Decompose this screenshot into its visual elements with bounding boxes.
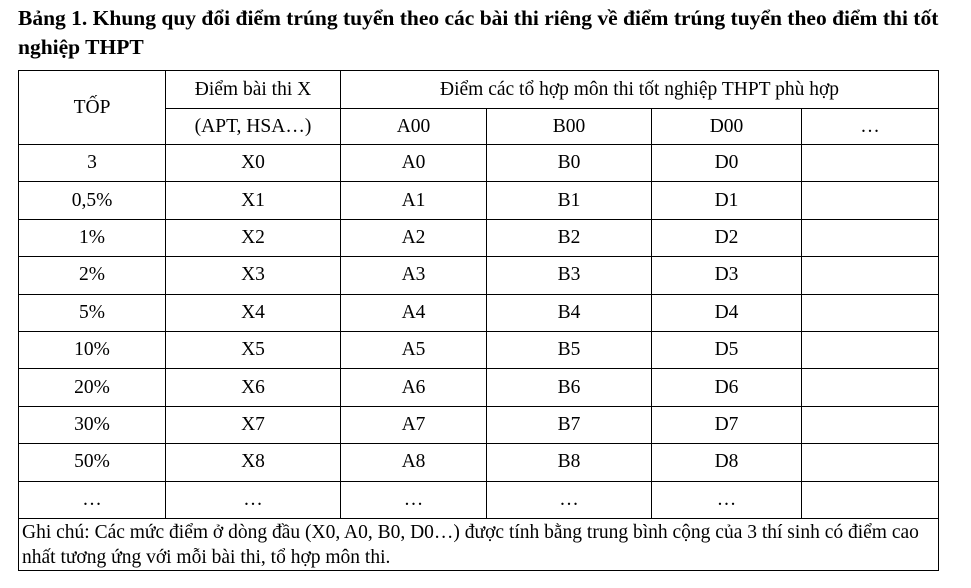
cell-more (802, 145, 939, 182)
cell-top: 2% (19, 257, 166, 294)
cell-b00: B3 (487, 257, 652, 294)
cell-exam-x: X6 (166, 369, 341, 406)
cell-a00: A0 (341, 145, 487, 182)
table-row (19, 294, 939, 331)
cell-a00: A4 (341, 294, 487, 331)
cell-b00: B4 (487, 294, 652, 331)
cell-more (802, 369, 939, 406)
score-conversion-table (18, 70, 939, 571)
header-b00: B00 (487, 109, 652, 145)
cell-exam-x: X4 (166, 294, 341, 331)
cell-top: 20% (19, 369, 166, 406)
cell-exam-x: X3 (166, 257, 341, 294)
cell-b00: B8 (487, 444, 652, 481)
cell-more (802, 257, 939, 294)
cell-d00: … (652, 481, 802, 518)
cell-d00: D2 (652, 219, 802, 256)
table-row (19, 182, 939, 219)
table-row (19, 369, 939, 406)
cell-a00: … (341, 481, 487, 518)
table-row (19, 219, 939, 256)
cell-a00: A8 (341, 444, 487, 481)
table-row (19, 331, 939, 368)
table-row (19, 145, 939, 182)
cell-more (802, 444, 939, 481)
cell-b00: B2 (487, 219, 652, 256)
cell-b00: B5 (487, 331, 652, 368)
cell-d00: D3 (652, 257, 802, 294)
table-note: Ghi chú: Các mức điểm ở dòng đầu (X0, A0, B0, D0…) được tính bằng trung bình cộng của 3 thí sinh có điểm cao nhất tương ứng với mỗi bài thi, tổ hợp môn thi. (19, 518, 939, 570)
cell-top: 5% (19, 294, 166, 331)
cell-top: … (19, 481, 166, 518)
cell-d00: D4 (652, 294, 802, 331)
header-exam-line2: (APT, HSA…) (166, 109, 341, 145)
header-more: … (802, 109, 939, 145)
cell-a00: A6 (341, 369, 487, 406)
header-d00: D00 (652, 109, 802, 145)
table-body (19, 145, 939, 519)
cell-a00: A1 (341, 182, 487, 219)
cell-top: 3 (19, 145, 166, 182)
cell-more (802, 331, 939, 368)
cell-a00: A5 (341, 331, 487, 368)
cell-d00: D6 (652, 369, 802, 406)
cell-top: 10% (19, 331, 166, 368)
cell-exam-x: X5 (166, 331, 341, 368)
table-row (19, 481, 939, 518)
table-row (19, 444, 939, 481)
header-combos: Điểm các tổ hợp môn thi tốt nghiệp THPT phù hợp (341, 71, 939, 109)
cell-a00: A3 (341, 257, 487, 294)
cell-b00: B1 (487, 182, 652, 219)
cell-b00: … (487, 481, 652, 518)
cell-exam-x: X0 (166, 145, 341, 182)
cell-more (802, 481, 939, 518)
cell-exam-x: X7 (166, 406, 341, 443)
cell-top: 0,5% (19, 182, 166, 219)
cell-d00: D7 (652, 406, 802, 443)
table-row (19, 257, 939, 294)
cell-d00: D0 (652, 145, 802, 182)
cell-more (802, 406, 939, 443)
cell-exam-x: X8 (166, 444, 341, 481)
cell-b00: B6 (487, 369, 652, 406)
cell-b00: B0 (487, 145, 652, 182)
header-exam-line1: Điểm bài thi X (166, 71, 341, 109)
cell-a00: A2 (341, 219, 487, 256)
cell-d00: D8 (652, 444, 802, 481)
cell-more (802, 182, 939, 219)
cell-a00: A7 (341, 406, 487, 443)
cell-top: 30% (19, 406, 166, 443)
header-top: TỐP (19, 71, 166, 145)
cell-top: 50% (19, 444, 166, 481)
cell-more (802, 294, 939, 331)
cell-d00: D1 (652, 182, 802, 219)
cell-exam-x: … (166, 481, 341, 518)
cell-more (802, 219, 939, 256)
table-caption: Bảng 1. Khung quy đổi điểm trúng tuyển theo các bài thi riêng về điểm trúng tuyển theo điểm thi tốt nghiệp THPT (18, 6, 939, 59)
cell-exam-x: X2 (166, 219, 341, 256)
table-row (19, 406, 939, 443)
cell-top: 1% (19, 219, 166, 256)
cell-exam-x: X1 (166, 182, 341, 219)
cell-b00: B7 (487, 406, 652, 443)
header-a00: A00 (341, 109, 487, 145)
cell-d00: D5 (652, 331, 802, 368)
